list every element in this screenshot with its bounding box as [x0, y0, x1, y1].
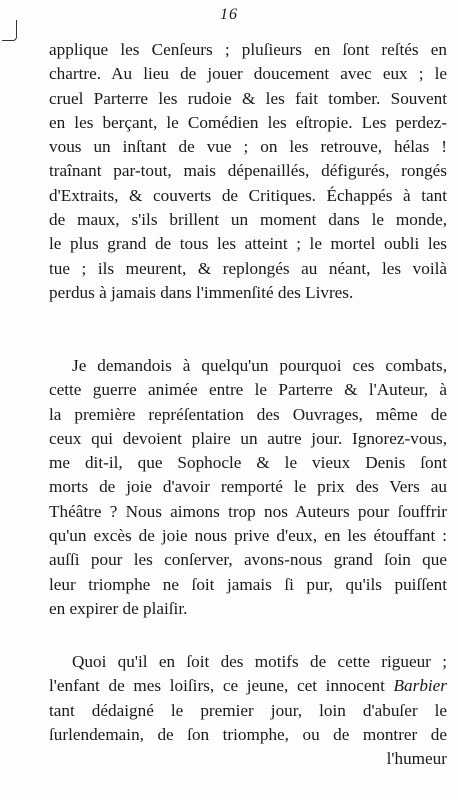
paragraph-2: [49, 354, 447, 621]
text-line: auſſi pour les conſerver, avons-nous grand ſoin que: [49, 550, 447, 570]
text-line: leur triomphe ne ſoit jamais ſi pur, qu'ils puiſſent: [49, 574, 447, 594]
text-line: cruel Parterre les rudoie & les fait tomber. Souvent: [49, 88, 447, 108]
text-line: cette guerre animée entre le Parterre & l'Auteur, à: [49, 380, 447, 400]
text-line: ſurlendemain, de ſon triomphe, ou de montrer de: [49, 724, 447, 744]
text-line: en les berçant, le Comédien les eſtropie. Les perdez-: [49, 112, 447, 132]
catchword: l'humeur: [386, 749, 447, 769]
text-line: me dit-il, que Sophocle & le vieux Denis ſont: [49, 453, 447, 473]
text-line: traînant par-tout, mais dépenaillés, défigurés, rongés: [49, 161, 447, 181]
text-line: perdus à jamais dans l'immenſité des Livres.: [49, 282, 354, 302]
text-line: applique les Cenſeurs ; pluſieurs en ſont reſtés en: [49, 40, 447, 59]
page-number: 16: [220, 6, 238, 23]
text-line: [49, 674, 447, 698]
text-line: tue ; ils meurent, & replongés au néant, les voilà: [49, 258, 447, 278]
paragraph-1: [49, 38, 447, 305]
text-line: la première repréſentation des Ouvrages, même de: [49, 404, 447, 424]
text-line: Théâtre ? Nous aimons trop nos Auteurs pour ſouffrir: [49, 501, 447, 521]
text-line: de maux, s'ils brillent un moment dans le monde,: [49, 210, 447, 230]
text-line: morts de joie d'avoir remporté le prix des Vers au: [49, 477, 447, 497]
text-line: qu'un excès de joie nous prive d'eux, en les étouffant :: [49, 526, 447, 546]
text-line: vous un inſtant de vue ; on les retrouve, hélas !: [49, 137, 447, 157]
text-line: ceux qui devoient plaire un autre jour. Ignorez-vous,: [49, 428, 447, 448]
italic-title-barbier: Barbier: [393, 676, 447, 696]
text-run: l'enfant de mes loiſirs, ce jeune, cet innocent: [49, 676, 394, 696]
text-line: le plus grand de tous les atteint ; le mortel oubli les: [49, 234, 447, 254]
paragraph-3: [49, 650, 447, 771]
text-line: en expirer de plaiſir.: [49, 598, 188, 618]
text-line: Je demandois à quelqu'un pourquoi ces combats,: [72, 356, 447, 375]
text-line: d'Extraits, & couverts de Critiques. Échappés à tant: [49, 185, 447, 205]
text-line: chartre. Au lieu de jouer doucement avec eux ; le: [49, 64, 447, 84]
text-line: Quoi qu'il en ſoit des motifs de cette rigueur ;: [72, 652, 447, 671]
text-line: tant dédaigné le premier jour, loin d'abuſer le: [49, 700, 447, 720]
